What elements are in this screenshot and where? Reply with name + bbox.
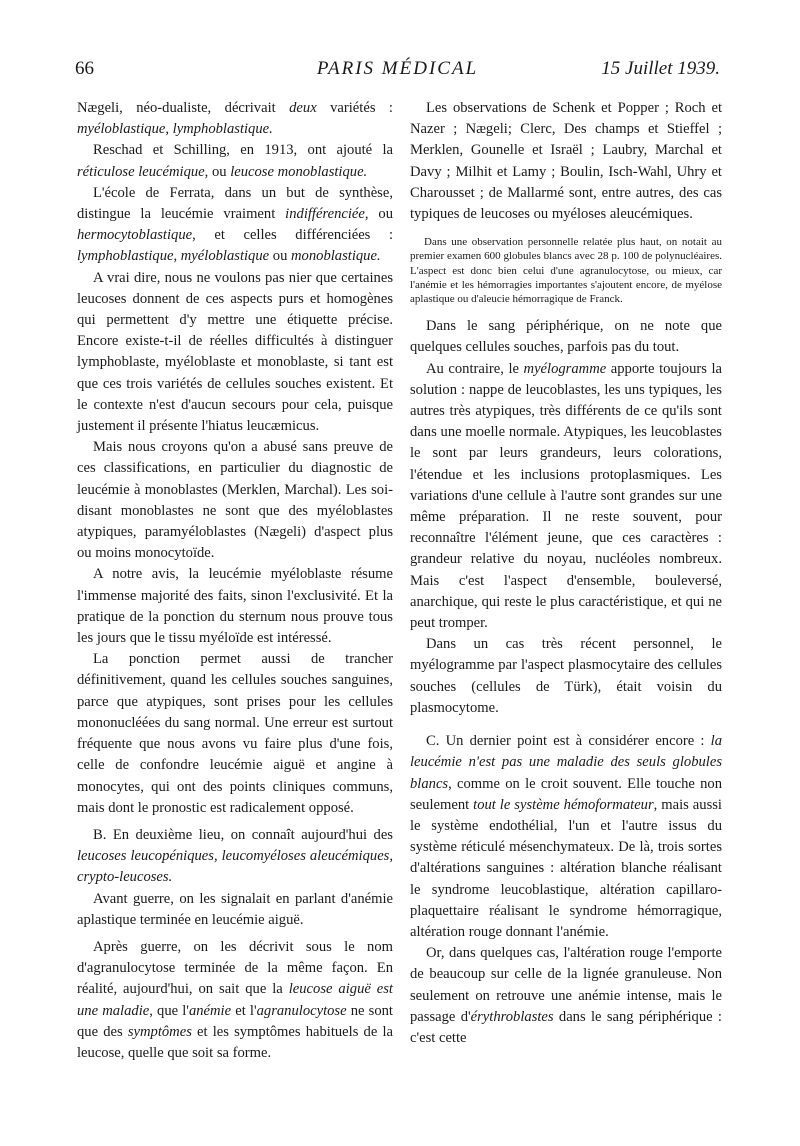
paragraph: Les observations de Schenk et Popper ; Roch et Nazer ; Nægeli; Clerc, Des champs et Stieffel ; Merklen, Gounelle et Israël ; Laubry, Marchal et Davy ; Milhit et Lamy ; Boulin, Isch-Wahl, Uhry et Charousset ; de Mallarmé sont, entre autres, des cas typiques de leucoses ou myéloses aleucémiques. xyxy=(410,100,722,223)
italic-text: leucose monoblastique. xyxy=(230,163,368,180)
paragraph: Nægeli, néo-dualiste, décrivait deux variétés : myéloblastique, lymphoblastique. xyxy=(77,100,393,138)
paragraph: Au contraire, le myélogramme apporte toujours la solution : nappe de leucoblastes, les uns typiques, les autres très atypiques, très différents de ce qu'ils sont dans une moelle normale. Atypiques, les leucoblastes le sont par leurs grandeurs, leurs colorations, l'étendue et les inclusions protoplasmiques. Les variations d'une cellule à l'autre sont grandes sur une même préparation. Il ne reste souvent, pour reconnaître l'élément jeune, que ces caractères : grandeur relative du noyau, nucléoles nombreux. Mais c'est l'aspect d'ensemble, bouleversé, anarchique, qui reste le plus caractéristique, et qui ne peut tromper. xyxy=(410,360,722,632)
italic-text: deux xyxy=(289,100,317,116)
italic-text: leucose aiguë est une maladie xyxy=(77,981,393,1019)
italic-text: symptômes xyxy=(127,1023,192,1040)
page-header xyxy=(75,58,720,86)
italic-text: monoblastique. xyxy=(291,248,381,265)
right-column xyxy=(410,98,722,1049)
paragraph: A vrai dire, nous ne voulons pas nier que certaines leucoses donnent de ces aspects purs et homogènes qui permettent d'y mettre une étiquette précise. Encore existe-t-il de réelles difficultés à distinguer lymphoblaste, myéloblaste et monoblaste, si tant est que ces trois variétés de cellules souches existent. Et le contexte n'est d'aucun secours pour cela, puisque justement il présente l'hiatus leucæmicus. xyxy=(77,269,393,435)
italic-text: lymphoblastique, myéloblastique xyxy=(77,248,270,265)
italic-text: la leucémie n'est pas une maladie des seuls globules blancs xyxy=(410,733,722,792)
italic-text: agranulocytose xyxy=(256,1002,347,1019)
left-column xyxy=(77,98,393,1064)
italic-text: leucoses leucopéniques, leucomyéloses aleucémiques, crypto-leucoses. xyxy=(77,848,393,886)
italic-text: hermocytoblastique xyxy=(77,227,193,244)
paragraph: Après guerre, on les décrivit sous le nom d'agranulocytose terminée de la même façon. En réalité, aujourd'hui, on sait que la leucose aiguë est une maladie, que l'anémie et l'agranulocytose ne sont que des symptômes et les symptômes habituels de la leucose, quelle que soit sa forme. xyxy=(77,938,393,1061)
paragraph: La ponction permet aussi de trancher définitivement, quand les cellules souches sanguines, parce que atypiques, sont prises pour les cellules mononucléées du sang normal. Une erreur est surtout fréquente que nous avons vu faire plus d'une fois, celle de confondre leucémie aiguë et angine à monocytes, qui ont des points cliniques communs, mais dont le pronostic est radicalement opposé. xyxy=(77,651,393,816)
italic-text: myélogramme xyxy=(523,360,607,377)
paragraph: Dans un cas très récent personnel, le myélogramme par l'aspect plasmocytaire des cellules souches (cellules de Türk), était voisin du plasmocytome. xyxy=(410,636,722,716)
paragraph: Dans le sang périphérique, on ne note que quelques cellules souches, parfois pas du tout. xyxy=(410,318,722,356)
italic-text: réticulose leucémique xyxy=(77,163,205,180)
page-number: 66 xyxy=(75,58,94,79)
italic-text: anémie xyxy=(188,1002,232,1019)
paragraph: Or, dans quelques cas, l'altération rouge l'emporte de beaucoup sur celle de la lignée granuleuse. Non seulement on retrouve une anémie intense, mais le passage d'érythroblastes dans le sang périphérique : c'est cette xyxy=(410,945,722,1046)
italic-text: tout le système hémoformateur xyxy=(473,796,654,813)
paragraph: L'école de Ferrata, dans un but de synthèse, distingue la leucémie vraiment indifférenciée, ou hermocytoblastique, et celles différenciées : lymphoblastique, myéloblastique ou monoblastique. xyxy=(77,184,394,265)
footnote-observation: Dans une observation personnelle relatée plus haut, on notait au premier examen 600 globules blancs avec 28 p. 100 de polynucléaires. L'aspect est donc bien celui d'une agranulocytose, ou mieux, car l'anémie et les hémorragies importantes s'ajoutent encore, de myélose aplastique ou d'aleucie hémorragique de Franck. xyxy=(410,236,722,306)
paragraph: Mais nous croyons qu'on a abusé sans preuve de ces classifications, en particulier du diagnostic de leucémie à monoblastes (Merklen, Marchal). Les soi-disant monoblastes ne sont que des myéloblastes atypiques, paramyéloblastes (Nægeli) d'aspect plus ou moins monocytoïde. xyxy=(77,439,393,562)
paragraph: B. En deuxième lieu, on connaît aujourd'hui des leucoses leucopéniques, leucomyéloses aleucémiques, crypto-leucoses. xyxy=(77,826,393,886)
paragraph: A notre avis, la leucémie myéloblaste résume l'immense majorité des faits, sinon l'exclusivité. Et la pratique de la ponction du sternum nous prouve tous les jours que le tissu myéloïde est intéressé. xyxy=(77,566,393,647)
italic-text: érythroblastes xyxy=(470,1008,554,1025)
issue-date: 15 Juillet 1939. xyxy=(601,58,720,79)
paragraph: Reschad et Schilling, en 1913, ont ajouté la réticulose leucémique, ou leucose monoblastique. xyxy=(77,142,393,180)
paragraph: C. Un dernier point est à considérer encore : la leucémie n'est pas une maladie des seuls globules blancs, comme on le croit souvent. Elle touche non seulement tout le système hémoformateur, mais aussi le système endothélial, l'un et l'autre issus du système réticulé mésenchymateux. De là, trois sortes d'altérations sanguines : altération blanche réalisant le syndrome leucoblastique, altération capillaro-plaquettaire réalisant le syndrome hémorragique, altération rouge donnant l'anémie. xyxy=(410,733,722,940)
paragraph: Avant guerre, on les signalait en parlant d'anémie aplastique terminée en leucémie aiguë. xyxy=(77,890,393,928)
italic-text: indifférenciée xyxy=(285,206,365,223)
journal-title: PARIS MÉDICAL xyxy=(316,58,479,79)
italic-text: myéloblastique, lymphoblastique. xyxy=(77,121,273,138)
